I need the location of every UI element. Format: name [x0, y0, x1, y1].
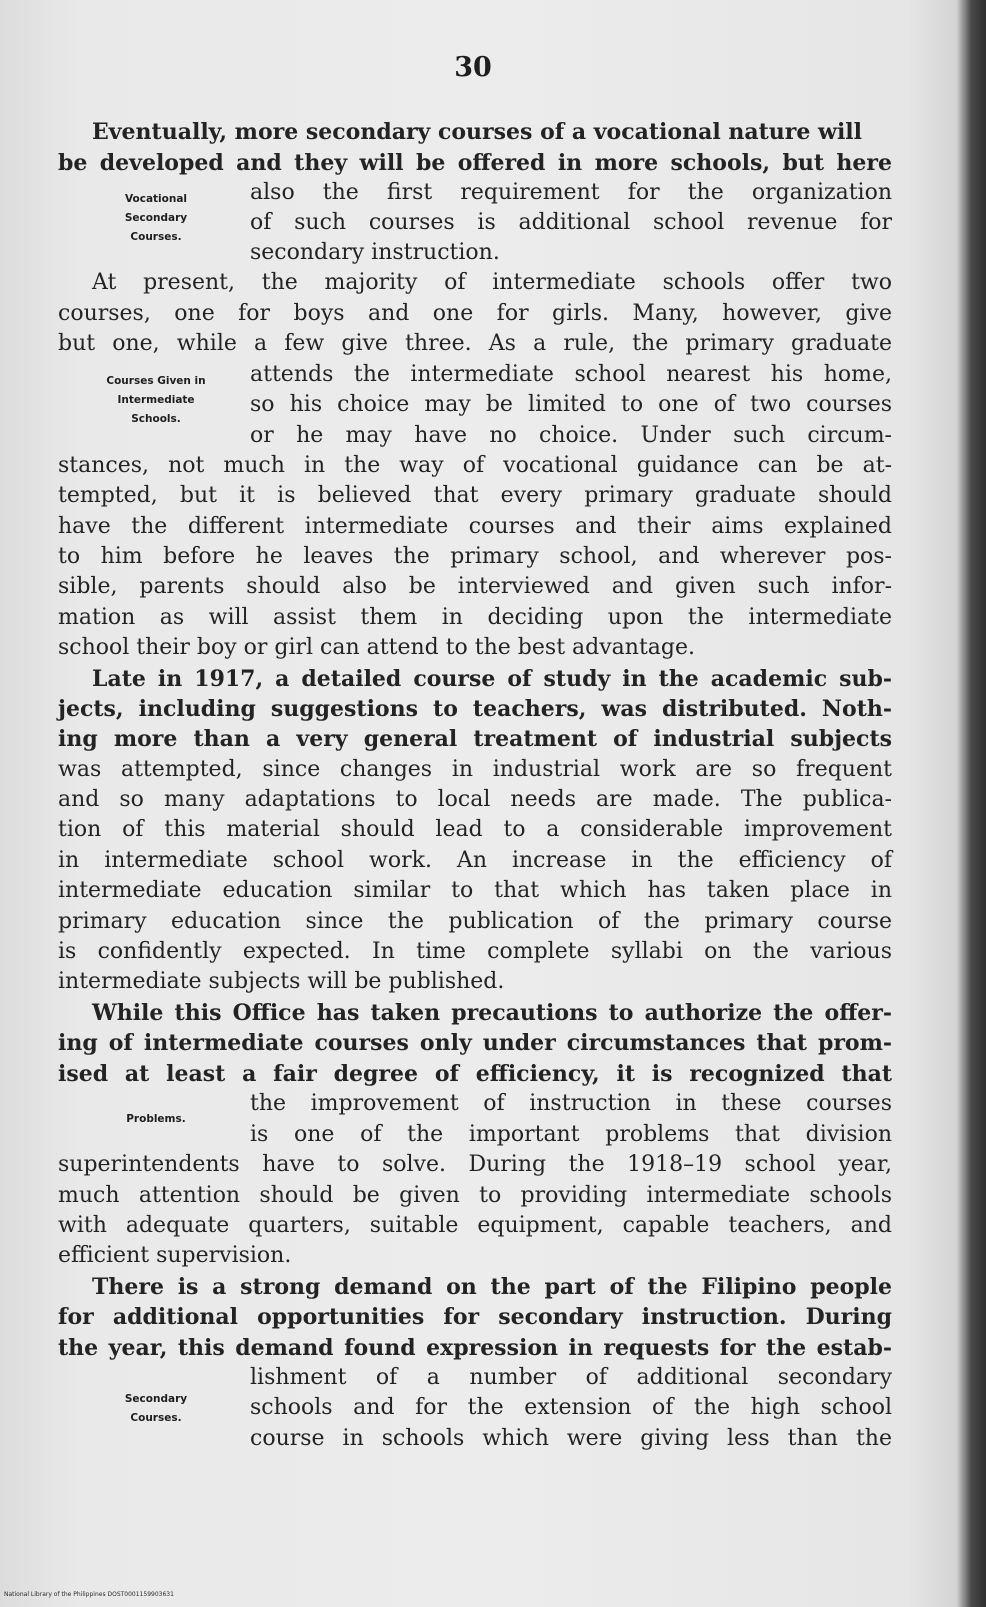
text-line: tempted, but it is believed that every primary graduate should [58, 483, 892, 508]
text-line: ing more than a very general treatment of industrial subjects [58, 726, 892, 752]
margin-note-line: Secondary [124, 1393, 188, 1405]
text-line: At present, the majority of intermediate schools offer two [92, 270, 892, 295]
text-line: is confidently expected. In time complete syllabi on the various [58, 939, 892, 964]
text-line: so his choice may be limited to one of two courses [250, 392, 892, 417]
text-line: was attempted, since changes in industrial work are so frequent [58, 757, 892, 782]
text-line: in intermediate school work. An increase in the efficiency of [58, 848, 892, 873]
text-line: There is a strong demand on the part of the Filipino people [92, 1274, 892, 1300]
text-line: While this Office has taken precautions to authorize the offer- [92, 1000, 892, 1026]
text-line: the year, this demand found expression in requests for the estab- [58, 1335, 892, 1361]
text-line: attends the intermediate school nearest his home, [250, 362, 892, 387]
text-line: intermediate education similar to that which has taken place in [58, 878, 892, 903]
text-line: be developed and they will be offered in more schools, but here [58, 150, 892, 176]
text-line: tion of this material should lead to a considerable improvement [58, 817, 892, 842]
margin-note-line: Courses. [130, 231, 182, 243]
text-line: ised at least a fair degree of efficiency, it is recognized that [58, 1061, 892, 1087]
text-line: intermediate subjects will be published. [58, 969, 505, 994]
scan-footer: National Library of the Philippines DOST0001159903631 [4, 1591, 174, 1598]
margin-note-line: Vocational [124, 193, 188, 205]
text-line: is one of the important problems that division [250, 1122, 892, 1147]
text-line: courses, one for boys and one for girls. Many, however, give [58, 301, 892, 326]
text-line: also the first requirement for the organization [250, 180, 892, 205]
text-line: the improvement of instruction in these courses [250, 1091, 892, 1116]
text-line: to him before he leaves the primary school, and wherever pos- [58, 544, 892, 569]
margin-note-line: Courses Given in [106, 375, 206, 387]
margin-note [96, 372, 216, 429]
text-line: ing of intermediate courses only under circumstances that prom- [58, 1030, 892, 1056]
margin-note [96, 1390, 216, 1428]
text-line: course in schools which were giving less than the [250, 1426, 892, 1451]
text-line: sible, parents should also be interviewed and given such infor- [58, 574, 892, 599]
margin-note [96, 1110, 216, 1129]
text-line: but one, while a few give three. As a rule, the primary graduate [58, 331, 892, 356]
margin-note-line: Schools. [131, 413, 181, 425]
margin-note-line: Courses. [130, 1412, 182, 1424]
text-line: for additional opportunities for secondary instruction. During [58, 1304, 892, 1330]
text-line: Eventually, more secondary courses of a vocational nature will [92, 119, 863, 145]
text-line: efficient supervision. [58, 1243, 292, 1268]
text-line: mation as will assist them in deciding upon the intermediate [58, 605, 892, 630]
text-line: primary education since the publication of the primary course [58, 909, 892, 934]
margin-note-line: Secondary [124, 212, 188, 224]
text-line: and so many adaptations to local needs are made. The publica- [58, 787, 892, 812]
page-number: 30 [454, 52, 492, 83]
text-line: much attention should be given to providing intermediate schools [58, 1183, 892, 1208]
text-line: schools and for the extension of the high school [250, 1395, 892, 1420]
text-line: secondary instruction. [250, 240, 500, 265]
text-line: jects, including suggestions to teachers, was distributed. Noth- [58, 696, 892, 722]
text-line: have the different intermediate courses and their aims explained [58, 514, 892, 539]
text-line: stances, not much in the way of vocational guidance can be at- [58, 453, 892, 478]
text-line: with adequate quarters, suitable equipment, capable teachers, and [58, 1213, 892, 1238]
margin-note-line: Intermediate [117, 394, 195, 406]
text-line: lishment of a number of additional secondary [250, 1365, 892, 1390]
text-line: school their boy or girl can attend to the best advantage. [58, 635, 696, 660]
text-line: superintendents have to solve. During the 1918–19 school year, [58, 1152, 892, 1177]
margin-note-line: Problems. [126, 1113, 186, 1125]
text-line: Late in 1917, a detailed course of study in the academic sub- [92, 666, 892, 692]
margin-note [96, 190, 216, 247]
text-line: or he may have no choice. Under such circum- [250, 423, 892, 448]
text-line: of such courses is additional school revenue for [250, 210, 892, 235]
